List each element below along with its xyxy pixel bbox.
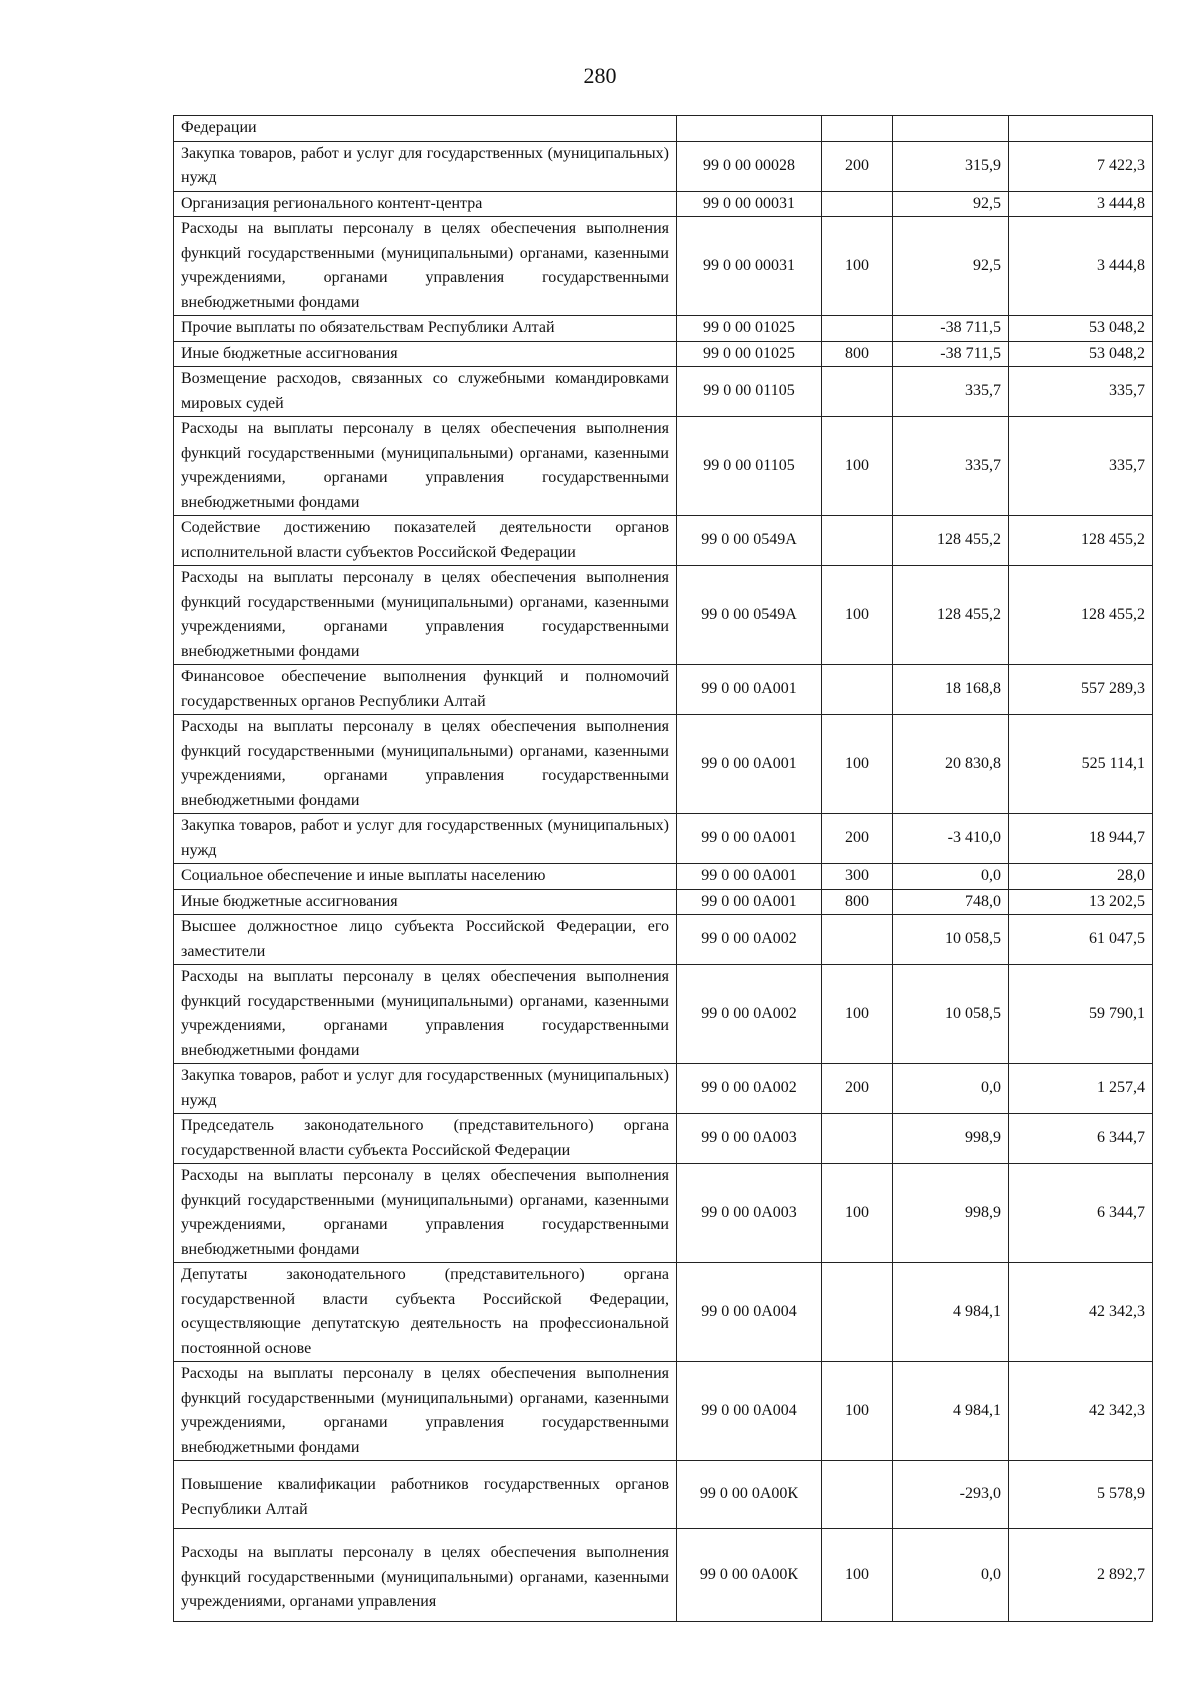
row-type-cell — [822, 367, 893, 417]
table-row — [174, 341, 1153, 367]
table-row — [174, 965, 1153, 1064]
table-row — [174, 1529, 1153, 1622]
row-amount-total-cell: 3 444,8 — [1009, 191, 1153, 217]
row-type-cell — [822, 1263, 893, 1362]
row-code-cell: 99 0 00 0А002 — [677, 965, 822, 1064]
table-row — [174, 915, 1153, 965]
row-amount-change-cell: 0,0 — [893, 864, 1009, 890]
row-amount-total-cell: 2 892,7 — [1009, 1529, 1153, 1622]
row-amount-total-cell — [1009, 116, 1153, 142]
row-code-cell: 99 0 00 0А001 — [677, 814, 822, 864]
table-row — [174, 1114, 1153, 1164]
row-amount-change-cell: 4 984,1 — [893, 1362, 1009, 1461]
row-code-cell: 99 0 00 00028 — [677, 141, 822, 191]
row-amount-change-cell: -38 711,5 — [893, 341, 1009, 367]
row-type-cell — [822, 1461, 893, 1529]
table-row — [174, 417, 1153, 516]
row-type-cell — [822, 665, 893, 715]
row-code-cell — [677, 116, 822, 142]
page-number: 280 — [583, 63, 617, 88]
row-name-cell: Председатель законодательного (представительного) органа государственной власти субъекта Российской Федерации — [174, 1114, 677, 1164]
row-code-cell: 99 0 00 0А001 — [677, 715, 822, 814]
row-type-cell — [822, 316, 893, 342]
row-amount-change-cell: 0,0 — [893, 1529, 1009, 1622]
row-amount-change-cell: 998,9 — [893, 1114, 1009, 1164]
row-type-cell — [822, 191, 893, 217]
row-name-cell: Организация регионального контент-центра — [174, 191, 677, 217]
row-code-cell: 99 0 00 0А002 — [677, 1064, 822, 1114]
row-amount-total-cell: 7 422,3 — [1009, 141, 1153, 191]
row-name-cell: Расходы на выплаты персоналу в целях обеспечения выполнения функций государственными (муниципальными) органами, казенными учреждениями, органами управления государственными внебюджетными фондами — [174, 965, 677, 1064]
row-type-cell — [822, 1114, 893, 1164]
row-type-cell: 200 — [822, 141, 893, 191]
row-amount-change-cell: 4 984,1 — [893, 1263, 1009, 1362]
table-row — [174, 316, 1153, 342]
row-code-cell: 99 0 00 0А00К — [677, 1529, 822, 1622]
row-name-cell: Закупка товаров, работ и услуг для государственных (муниципальных) нужд — [174, 814, 677, 864]
row-name-cell: Повышение квалификации работников государственных органов Республики Алтай — [174, 1461, 677, 1529]
row-code-cell: 99 0 00 0А001 — [677, 665, 822, 715]
row-amount-total-cell: 3 444,8 — [1009, 217, 1153, 316]
row-amount-change-cell: 18 168,8 — [893, 665, 1009, 715]
table-row — [174, 1461, 1153, 1529]
row-code-cell: 99 0 00 00031 — [677, 191, 822, 217]
row-amount-total-cell: 6 344,7 — [1009, 1164, 1153, 1263]
row-code-cell: 99 0 00 0А003 — [677, 1164, 822, 1263]
row-code-cell: 99 0 00 01025 — [677, 316, 822, 342]
table-row — [174, 814, 1153, 864]
row-name-cell: Расходы на выплаты персоналу в целях обеспечения выполнения функций государственными (муниципальными) органами, казенными учреждениями, органами управления государственными внебюджетными фондами — [174, 1164, 677, 1263]
table-row — [174, 889, 1153, 915]
row-amount-change-cell: -38 711,5 — [893, 316, 1009, 342]
row-code-cell: 99 0 00 00031 — [677, 217, 822, 316]
row-type-cell — [822, 116, 893, 142]
row-name-cell: Расходы на выплаты персоналу в целях обеспечения выполнения функций государственными (муниципальными) органами, казенными учреждениями, органами управления государственными внебюджетными фондами — [174, 217, 677, 316]
table-row — [174, 217, 1153, 316]
row-amount-change-cell: 92,5 — [893, 217, 1009, 316]
row-amount-total-cell: 1 257,4 — [1009, 1064, 1153, 1114]
table-row — [174, 864, 1153, 890]
row-amount-change-cell: 335,7 — [893, 367, 1009, 417]
table-row — [174, 367, 1153, 417]
row-type-cell: 800 — [822, 889, 893, 915]
row-amount-total-cell: 335,7 — [1009, 367, 1153, 417]
row-code-cell: 99 0 00 0549А — [677, 516, 822, 566]
row-amount-total-cell: 28,0 — [1009, 864, 1153, 890]
row-name-cell: Возмещение расходов, связанных со служебными командировками мировых судей — [174, 367, 677, 417]
row-amount-change-cell: 998,9 — [893, 1164, 1009, 1263]
row-type-cell: 100 — [822, 715, 893, 814]
row-amount-total-cell: 525 114,1 — [1009, 715, 1153, 814]
row-amount-total-cell: 557 289,3 — [1009, 665, 1153, 715]
row-type-cell: 100 — [822, 566, 893, 665]
row-code-cell: 99 0 00 01105 — [677, 367, 822, 417]
table-row — [174, 116, 1153, 142]
row-amount-change-cell: 128 455,2 — [893, 566, 1009, 665]
table-row — [174, 1164, 1153, 1263]
row-amount-total-cell: 128 455,2 — [1009, 566, 1153, 665]
row-code-cell: 99 0 00 01105 — [677, 417, 822, 516]
row-name-cell: Иные бюджетные ассигнования — [174, 889, 677, 915]
row-name-cell: Расходы на выплаты персоналу в целях обеспечения выполнения функций государственными (муниципальными) органами, казенными учреждениями, органами управления государственными внебюджетными фондами — [174, 1362, 677, 1461]
row-amount-total-cell: 61 047,5 — [1009, 915, 1153, 965]
table-row — [174, 141, 1153, 191]
table-row — [174, 1362, 1153, 1461]
row-type-cell: 100 — [822, 965, 893, 1064]
table-row — [174, 665, 1153, 715]
row-name-cell: Расходы на выплаты персоналу в целях обеспечения выполнения функций государственными (муниципальными) органами, казенными учреждениями, органами управления государственными внебюджетными фондами — [174, 715, 677, 814]
row-code-cell: 99 0 00 0А004 — [677, 1362, 822, 1461]
row-name-cell: Прочие выплаты по обязательствам Республики Алтай — [174, 316, 677, 342]
row-name-cell: Содействие достижению показателей деятельности органов исполнительной власти субъектов Российской Федерации — [174, 516, 677, 566]
row-code-cell: 99 0 00 0А004 — [677, 1263, 822, 1362]
row-amount-total-cell: 13 202,5 — [1009, 889, 1153, 915]
row-amount-total-cell: 5 578,9 — [1009, 1461, 1153, 1529]
row-amount-total-cell: 128 455,2 — [1009, 516, 1153, 566]
row-amount-total-cell: 53 048,2 — [1009, 341, 1153, 367]
row-type-cell: 200 — [822, 814, 893, 864]
row-amount-total-cell: 335,7 — [1009, 417, 1153, 516]
row-amount-change-cell: 128 455,2 — [893, 516, 1009, 566]
row-amount-change-cell: -293,0 — [893, 1461, 1009, 1529]
row-name-cell: Высшее должностное лицо субъекта Российской Федерации, его заместители — [174, 915, 677, 965]
row-amount-total-cell: 42 342,3 — [1009, 1263, 1153, 1362]
row-name-cell: Расходы на выплаты персоналу в целях обеспечения выполнения функций государственными (муниципальными) органами, казенными учреждениями, органами управления государственными внебюджетными фондами — [174, 566, 677, 665]
row-type-cell: 100 — [822, 1164, 893, 1263]
row-code-cell: 99 0 00 01025 — [677, 341, 822, 367]
row-amount-change-cell: 10 058,5 — [893, 965, 1009, 1064]
table-row — [174, 191, 1153, 217]
row-amount-total-cell: 59 790,1 — [1009, 965, 1153, 1064]
row-amount-change-cell: 748,0 — [893, 889, 1009, 915]
row-amount-total-cell: 42 342,3 — [1009, 1362, 1153, 1461]
row-amount-change-cell: 0,0 — [893, 1064, 1009, 1114]
row-type-cell: 100 — [822, 1362, 893, 1461]
row-type-cell: 100 — [822, 1529, 893, 1622]
row-name-cell: Финансовое обеспечение выполнения функций и полномочий государственных органов Республики Алтай — [174, 665, 677, 715]
budget-table — [173, 115, 1153, 1622]
row-name-cell: Расходы на выплаты персоналу в целях обеспечения выполнения функций государственными (муниципальными) органами, казенными учреждениями, органами управления — [174, 1529, 677, 1622]
row-name-cell: Закупка товаров, работ и услуг для государственных (муниципальных) нужд — [174, 1064, 677, 1114]
row-type-cell — [822, 915, 893, 965]
row-amount-change-cell — [893, 116, 1009, 142]
row-amount-change-cell: 10 058,5 — [893, 915, 1009, 965]
table-row — [174, 1064, 1153, 1114]
row-type-cell: 100 — [822, 217, 893, 316]
row-code-cell: 99 0 00 0А001 — [677, 889, 822, 915]
row-code-cell: 99 0 00 0А003 — [677, 1114, 822, 1164]
table-row — [174, 1263, 1153, 1362]
row-code-cell: 99 0 00 0А00К — [677, 1461, 822, 1529]
row-code-cell: 99 0 00 0549А — [677, 566, 822, 665]
row-amount-change-cell: -3 410,0 — [893, 814, 1009, 864]
row-code-cell: 99 0 00 0А002 — [677, 915, 822, 965]
row-type-cell: 200 — [822, 1064, 893, 1114]
row-amount-change-cell: 335,7 — [893, 417, 1009, 516]
table-row — [174, 715, 1153, 814]
row-name-cell: Расходы на выплаты персоналу в целях обеспечения выполнения функций государственными (муниципальными) органами, казенными учреждениями, органами управления государственными внебюджетными фондами — [174, 417, 677, 516]
row-type-cell — [822, 516, 893, 566]
row-name-cell: Депутаты законодательного (представительного) органа государственной власти субъекта Российской Федерации, осуществляющие депутатскую деятельность на профессиональной постоянной основе — [174, 1263, 677, 1362]
row-amount-total-cell: 18 944,7 — [1009, 814, 1153, 864]
row-type-cell: 800 — [822, 341, 893, 367]
row-name-cell: Федерации — [174, 116, 677, 142]
row-amount-total-cell: 6 344,7 — [1009, 1114, 1153, 1164]
row-amount-total-cell: 53 048,2 — [1009, 316, 1153, 342]
row-type-cell: 300 — [822, 864, 893, 890]
row-amount-change-cell: 20 830,8 — [893, 715, 1009, 814]
row-amount-change-cell: 315,9 — [893, 141, 1009, 191]
row-type-cell: 100 — [822, 417, 893, 516]
table-row — [174, 516, 1153, 566]
row-name-cell: Закупка товаров, работ и услуг для государственных (муниципальных) нужд — [174, 141, 677, 191]
row-name-cell: Иные бюджетные ассигнования — [174, 341, 677, 367]
row-amount-change-cell: 92,5 — [893, 191, 1009, 217]
row-code-cell: 99 0 00 0А001 — [677, 864, 822, 890]
row-name-cell: Социальное обеспечение и иные выплаты населению — [174, 864, 677, 890]
table-row — [174, 566, 1153, 665]
